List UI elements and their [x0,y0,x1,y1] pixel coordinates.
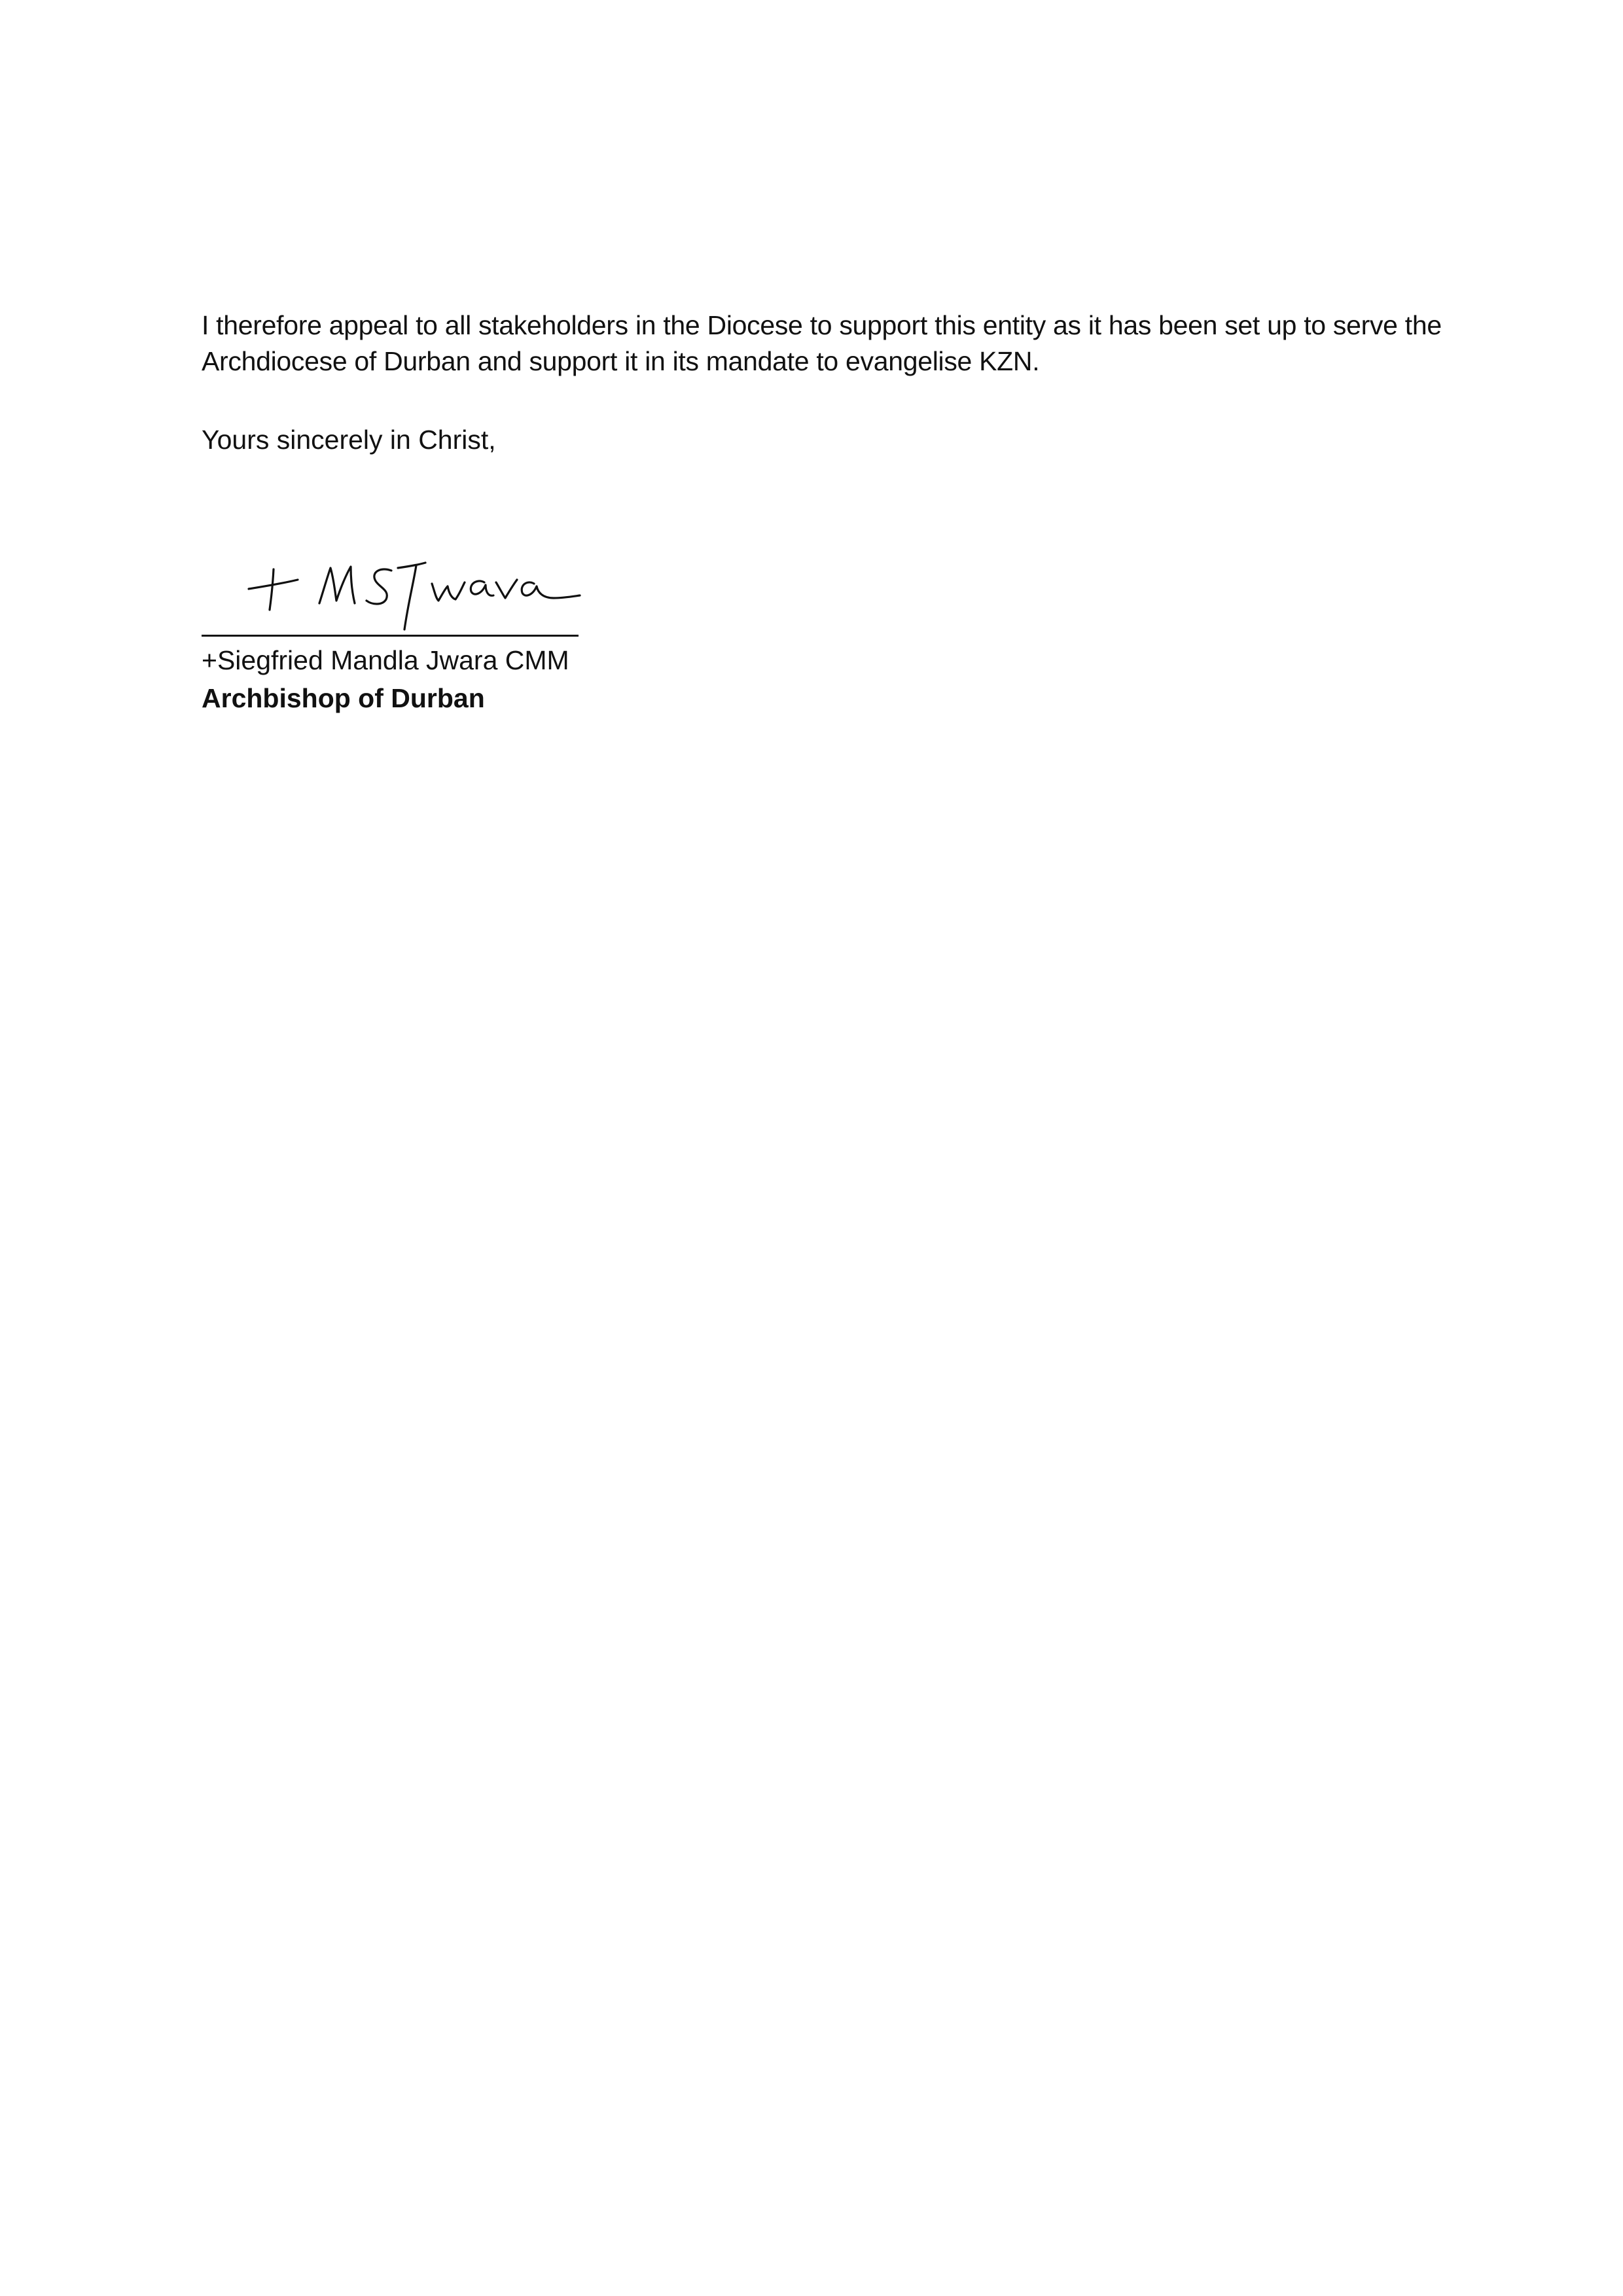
letter-closing: Yours sincerely in Christ, [202,425,496,455]
handwritten-signature [236,543,602,641]
signer-name: +Siegfried Mandla Jwara CMM [202,645,569,675]
signature-line [202,635,579,637]
letter-paragraph: I therefore appeal to all stakeholders in the Diocese to support this entity as it has been set up to serve the Archdiocese of Durban and support it in its mandate to evangelise KZN. [202,310,1442,376]
signer-title: Archbishop of Durban [202,683,485,713]
